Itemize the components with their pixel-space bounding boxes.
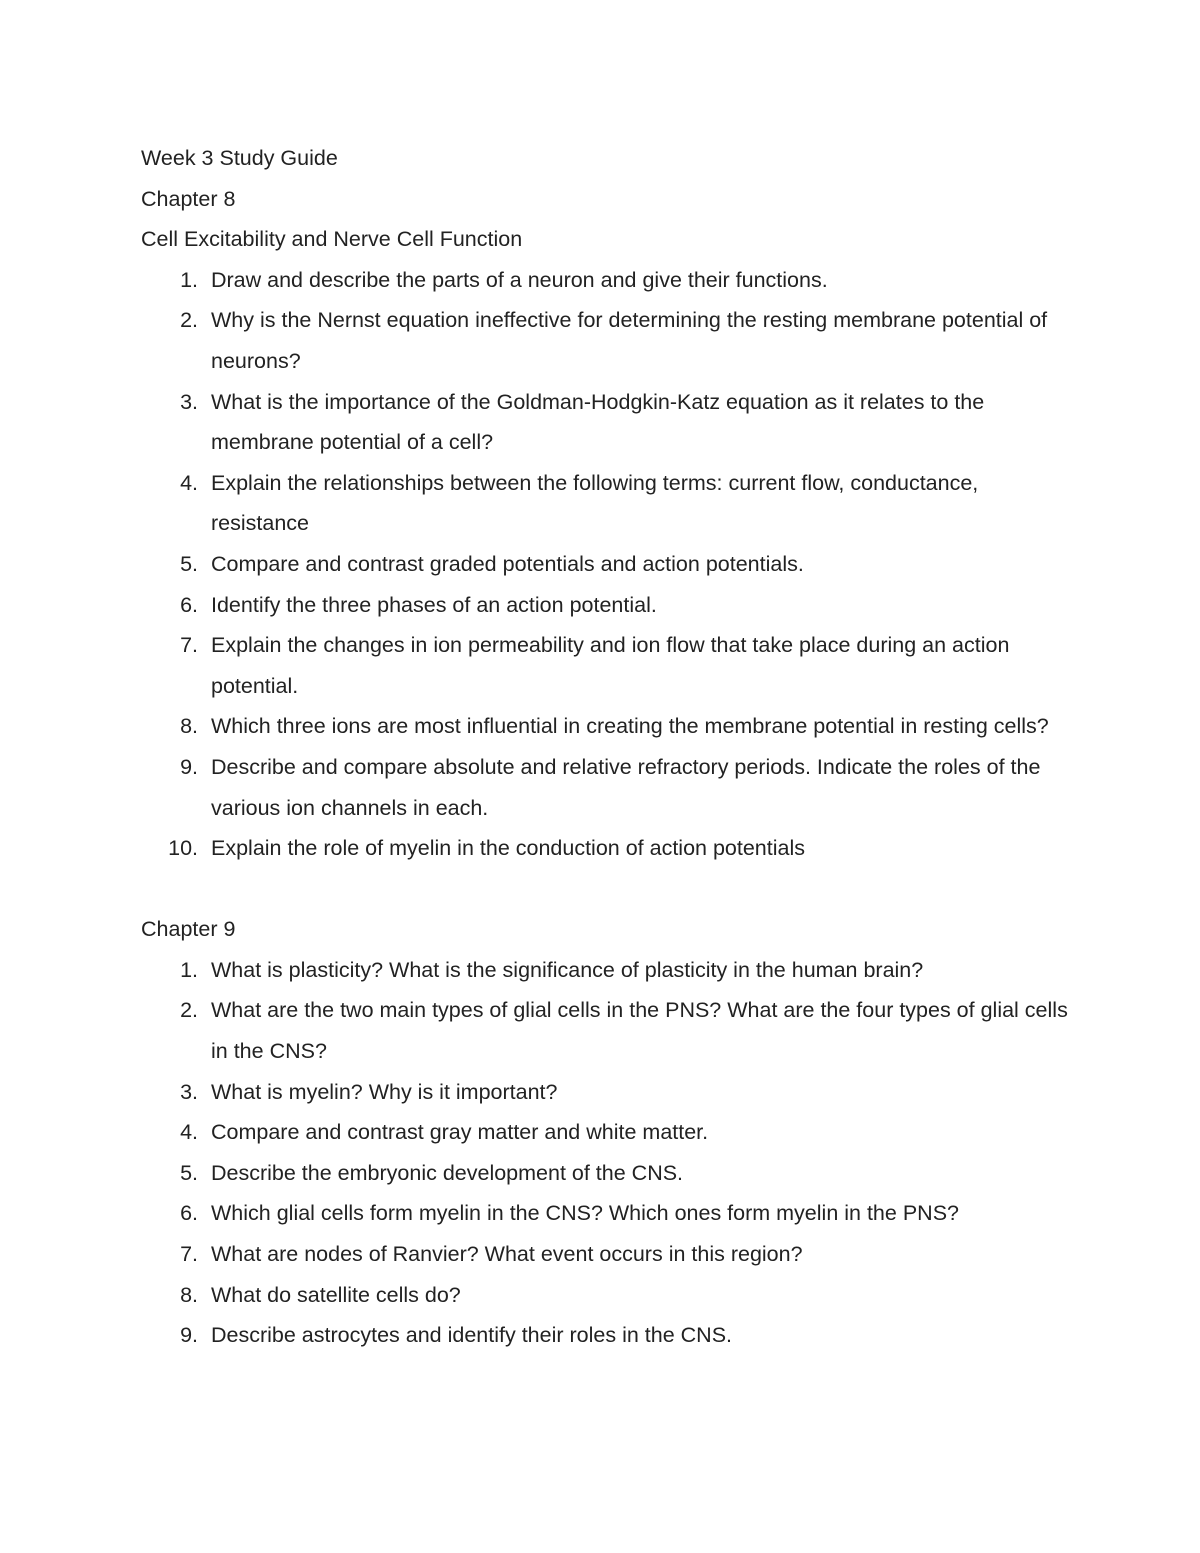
- question-number: 3.: [180, 1079, 198, 1104]
- question-text: Explain the relationships between the following terms: current flow, conductance, resistance: [211, 470, 979, 536]
- question-number: 6.: [180, 592, 198, 617]
- question-text: Describe the embryonic development of the CNS.: [211, 1160, 684, 1185]
- question-number: 2.: [180, 998, 198, 1023]
- question-text: Explain the changes in ion permeability and ion flow that take place during an action potential.: [211, 633, 1010, 698]
- question-item: [141, 585, 1071, 626]
- question-number: 9.: [180, 1323, 198, 1348]
- chapter-9-heading: Chapter 9: [141, 917, 236, 942]
- question-text: What do satellite cells do?: [211, 1282, 461, 1307]
- question-text: Which glial cells form myelin in the CNS? Which ones form myelin in the PNS?: [211, 1201, 959, 1226]
- question-text: What are nodes of Ranvier? What event occurs in this region?: [211, 1242, 803, 1267]
- question-number: 2.: [180, 308, 198, 333]
- question-item: [141, 1112, 1071, 1153]
- question-item: [141, 950, 1071, 991]
- question-text: Explain the role of myelin in the conduction of action potentials: [211, 836, 806, 861]
- question-number: 7.: [180, 633, 198, 658]
- question-item: [141, 1072, 1071, 1113]
- question-item: [141, 1275, 1071, 1316]
- question-item: [141, 990, 1071, 1071]
- question-text: Compare and contrast gray matter and white matter.: [211, 1120, 709, 1145]
- chapter-8-question-list: [141, 260, 1071, 869]
- question-item: [141, 300, 1071, 381]
- question-text: What is myelin? Why is it important?: [211, 1079, 558, 1104]
- question-item: [141, 463, 1071, 544]
- document-body: [141, 138, 1071, 1356]
- document-title: Week 3 Study Guide: [141, 146, 338, 170]
- chapter-8-subtitle: Cell Excitability and Nerve Cell Function: [141, 227, 523, 252]
- question-item: [141, 1193, 1071, 1234]
- question-number: 4.: [180, 1120, 198, 1145]
- question-text: What are the two main types of glial cells in the PNS? What are the four types of glial cells in the CNS?: [211, 998, 1068, 1064]
- question-item: [141, 706, 1071, 747]
- chapter-8-heading: Chapter 8: [141, 186, 236, 211]
- question-number: 5.: [180, 551, 198, 576]
- question-item: [141, 544, 1071, 585]
- question-item: [141, 828, 1071, 869]
- question-number: 6.: [180, 1201, 198, 1226]
- question-item: [141, 1315, 1071, 1356]
- question-number: 1.: [180, 267, 198, 292]
- question-number: 4.: [180, 470, 198, 495]
- question-text: Identify the three phases of an action potential.: [211, 592, 657, 617]
- question-item: [141, 747, 1071, 828]
- question-text: Describe astrocytes and identify their roles in the CNS.: [211, 1323, 733, 1348]
- question-number: 3.: [180, 389, 198, 414]
- question-text: Which three ions are most influential in creating the membrane potential in resting cells?: [211, 714, 1049, 739]
- question-number: 10.: [168, 836, 198, 861]
- question-item: [141, 1234, 1071, 1275]
- question-item: [141, 382, 1071, 463]
- question-number: 8.: [180, 1282, 198, 1307]
- question-item: [141, 625, 1071, 706]
- question-text: Why is the Nernst equation ineffective for determining the resting membrane potential of neurons?: [211, 308, 1048, 373]
- question-text: Describe and compare absolute and relative refractory periods. Indicate the roles of the various ion channels in each.: [211, 754, 1041, 820]
- question-number: 9.: [180, 754, 198, 779]
- question-text: What is plasticity? What is the significance of plasticity in the human brain?: [211, 957, 924, 982]
- question-text: Compare and contrast graded potentials and action potentials.: [211, 551, 804, 576]
- question-text: Draw and describe the parts of a neuron and give their functions.: [211, 267, 828, 292]
- question-item: [141, 260, 1071, 301]
- question-number: 1.: [180, 957, 198, 982]
- section-spacer: [141, 869, 1071, 910]
- question-text: What is the importance of the Goldman-Hodgkin-Katz equation as it relates to the membrane potential of a cell?: [211, 389, 985, 455]
- question-number: 8.: [180, 714, 198, 739]
- question-number: 7.: [180, 1242, 198, 1267]
- question-item: [141, 1153, 1071, 1194]
- chapter-9-question-list: [141, 950, 1071, 1356]
- question-number: 5.: [180, 1160, 198, 1185]
